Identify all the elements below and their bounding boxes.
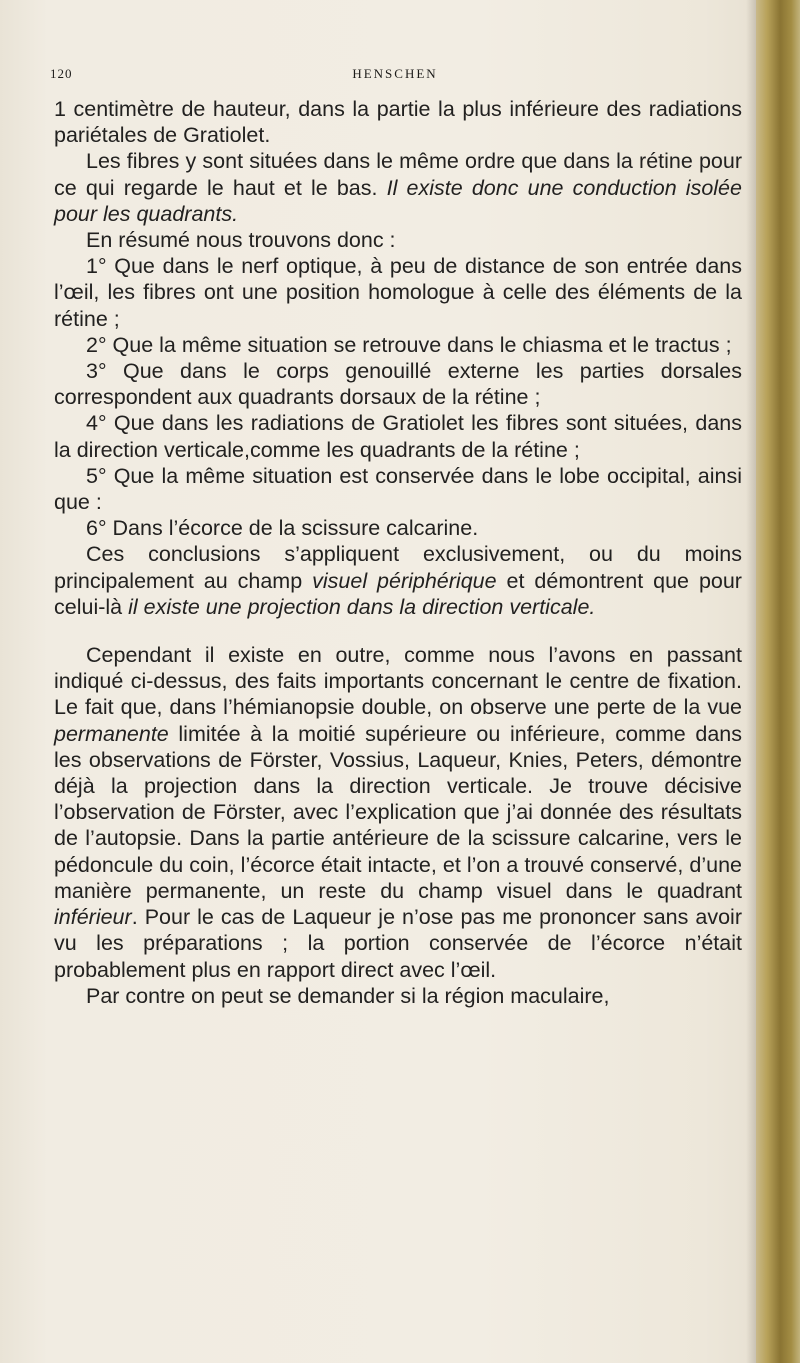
paragraph: [54, 358, 742, 410]
text-run: Par contre on peut se demander si la région maculaire,: [86, 983, 610, 1008]
text-run: 6° Dans l’écorce de la scissure calcarine.: [86, 516, 479, 541]
paragraph: [54, 642, 742, 983]
text-run: limitée à la moitié supérieure ou inférieure, comme dans les observations de Förster, Vossius, Laqueur, Knies, Peters, démontre déjà la projection dans la direction verticale. Je trouve décisive l’observation de Förster, avec l’explication que j’ai donnée des résultats de l’autopsie. Dans la partie antérieure de la scissure calcarine, vers le pédoncule du coin, l’écorce était intacte, et l’on a trouvé conservé, d’une manière permanente, un reste du champ visuel dans le quadrant: [54, 721, 742, 903]
page-gutter-shadow: [746, 0, 756, 1363]
paragraph: [54, 410, 742, 462]
text-run: En résumé nous trouvons donc :: [86, 228, 396, 253]
text-run: et démontrent que pour celui-là: [54, 568, 742, 619]
paragraph: [54, 227, 742, 253]
body-text: [54, 96, 742, 1009]
italic-text: inférieur: [54, 905, 132, 930]
text-run: 4° Que dans les radiations de Gratiolet les fibres sont situées, dans la direction verticale,comme les quadrants de la rétine ;: [54, 411, 742, 462]
text-run: 2° Que la même situation se retrouve dans le chiasma et le tractus ;: [86, 332, 732, 357]
paragraph: [54, 148, 742, 227]
paragraph: [54, 983, 742, 1009]
text-run: Les fibres y sont situées dans le même ordre que dans la rétine pour ce qui regarde le haut et le bas.: [54, 149, 742, 200]
paragraph: [54, 332, 742, 358]
text-run: . Pour le cas de Laqueur je n’ose pas me prononcer sans avoir vu les préparations ; la portion conservée de l’écorce n’était probablement plus en rapport direct avec l’œil.: [54, 905, 742, 982]
italic-text: Il existe donc une conduction isolée pour les quadrants.: [54, 175, 742, 226]
page-header: [50, 66, 740, 86]
text-run: Cependant il existe en outre, comme nous l’avons en passant indiqué ci-dessus, des faits importants concernant le centre de fixation. Le fait que, dans l’hémianopsie double, on observe une perte de la vue: [54, 643, 742, 720]
italic-text: visuel périphérique: [312, 568, 497, 593]
text-run: 1 centimètre de hauteur, dans la partie la plus inférieure des radiations pariétales de Gratiolet.: [54, 97, 742, 148]
italic-text: il existe une projection dans la direction verticale.: [128, 594, 596, 619]
running-title: HENSCHEN: [352, 66, 438, 81]
gilded-page-edge: [756, 0, 800, 1363]
italic-text: permanente: [54, 721, 169, 746]
page-number: 120: [50, 66, 73, 81]
text-run: Ces conclusions s’appliquent exclusivement, ou du moins principalement au champ: [54, 542, 742, 593]
paragraph: [54, 515, 742, 541]
text-run: 3° Que dans le corps genouillé externe les parties dorsales correspondent aux quadrants dorsaux de la rétine ;: [54, 359, 742, 410]
text-run: 1° Que dans le nerf optique, à peu de distance de son entrée dans l’œil, les fibres ont une position homologue à celle des éléments de la rétine ;: [54, 254, 742, 331]
paragraph: [54, 541, 742, 620]
paragraph: [54, 96, 742, 148]
paragraph: [54, 253, 742, 332]
text-run: 5° Que la même situation est conservée dans le lobe occipital, ainsi que :: [54, 463, 742, 515]
paragraph: [54, 463, 742, 515]
